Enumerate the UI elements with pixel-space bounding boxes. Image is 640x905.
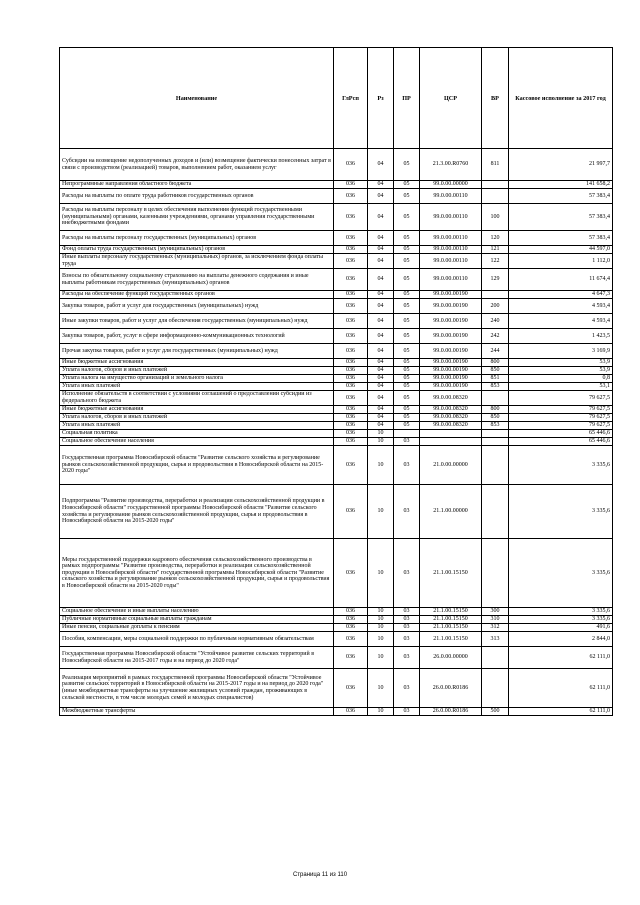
cell-rz: 10 (368, 647, 394, 669)
cell-vr (482, 485, 509, 539)
cell-name: Иные бюджетные ассигнования (60, 406, 334, 414)
cell-amount: 53,9 (509, 367, 613, 375)
cell-grbs: 036 (334, 359, 368, 367)
cell-vr (482, 446, 509, 485)
cell-name: Меры государственной поддержки кадрового обеспечения сельскохозяйственного производства в рамках подпрограммы "Развитие производства, переработки и реализации сельскохозяйственной продукции в Новосибирской области" государственной программы Новосибирской области "Развитие сельского хозяйства и регулирование рынков сельскохозяйственной продукции, сырья и продовольствия в Новосибирской области на 2015-2020 годы" (60, 539, 334, 608)
cell-csr: 99.0.00.00110 (420, 231, 482, 246)
cell-csr: 21.1.00.15150 (420, 616, 482, 624)
cell-vr: 120 (482, 231, 509, 246)
cell-name: Государственная программа Новосибирской области "Устойчивое развитие сельских территорий в Новосибирской области на 2015-2017 годы и на период до 2020 года" (60, 647, 334, 669)
cell-name: Уплата иных платежей (60, 422, 334, 430)
cell-grbs: 036 (334, 539, 368, 608)
cell-csr: 21.1.00.15150 (420, 539, 482, 608)
table-row (60, 414, 613, 422)
table-row (60, 647, 613, 669)
cell-csr: 99.0.00.00000 (420, 181, 482, 189)
cell-vr: 242 (482, 329, 509, 344)
cell-rz: 04 (368, 383, 394, 391)
cell-name: Расходы на выплаты персоналу в целях обеспечения выполнения функций государственными (муниципальными) органами, казенными учреждениями, органами управления государственными внебюджетными фондами (60, 204, 334, 231)
cell-amount: 21 997,7 (509, 149, 613, 181)
cell-grbs: 036 (334, 406, 368, 414)
cell-pr: 03 (394, 669, 420, 708)
cell-pr: 05 (394, 314, 420, 329)
cell-grbs: 036 (334, 246, 368, 254)
cell-pr: 05 (394, 181, 420, 189)
cell-grbs: 036 (334, 299, 368, 314)
cell-name: Иные выплаты персоналу государственных (муниципальных) органов, за исключением фонда оплаты труда (60, 254, 334, 269)
budget-table (59, 47, 613, 716)
table-row (60, 422, 613, 430)
cell-rz: 10 (368, 485, 394, 539)
header-vr: ВР (482, 48, 509, 149)
cell-amount: 3 335,6 (509, 446, 613, 485)
cell-amount: 44 597,0 (509, 246, 613, 254)
cell-csr: 99.0.00.00110 (420, 204, 482, 231)
cell-grbs: 036 (334, 291, 368, 299)
cell-name: Взносы по обязательному социальному страхованию на выплаты денежного содержания и иные выплаты работникам государственных (муниципальных) органов (60, 269, 334, 291)
table-row (60, 329, 613, 344)
table-row (60, 406, 613, 414)
cell-amount: 3 335,6 (509, 485, 613, 539)
table-row (60, 391, 613, 406)
cell-csr: 99.0.00.08320 (420, 422, 482, 430)
table-row (60, 430, 613, 438)
cell-amount: 62 111,0 (509, 647, 613, 669)
cell-csr: 26.0.00.R0186 (420, 669, 482, 708)
cell-amount: 62 111,0 (509, 669, 613, 708)
cell-vr: 312 (482, 624, 509, 632)
cell-pr: 05 (394, 291, 420, 299)
cell-pr: 05 (394, 254, 420, 269)
cell-amount: 65 446,6 (509, 430, 613, 438)
cell-amount: 491,6 (509, 624, 613, 632)
cell-rz: 04 (368, 375, 394, 383)
cell-grbs: 036 (334, 231, 368, 246)
cell-name: Иные бюджетные ассигнования (60, 359, 334, 367)
cell-rz: 04 (368, 391, 394, 406)
cell-rz: 10 (368, 624, 394, 632)
cell-name: Иные пенсии, социальные доплаты к пенсиям (60, 624, 334, 632)
table-row (60, 367, 613, 375)
cell-amount: 57 383,4 (509, 231, 613, 246)
cell-pr: 03 (394, 446, 420, 485)
budget-table-container (59, 47, 612, 716)
cell-grbs: 036 (334, 430, 368, 438)
cell-vr: 853 (482, 422, 509, 430)
cell-rz: 10 (368, 438, 394, 446)
cell-vr: 121 (482, 246, 509, 254)
table-row (60, 314, 613, 329)
cell-grbs: 036 (334, 647, 368, 669)
cell-vr (482, 391, 509, 406)
table-row (60, 181, 613, 189)
table-row (60, 485, 613, 539)
cell-vr: 800 (482, 406, 509, 414)
cell-vr: 122 (482, 254, 509, 269)
cell-pr: 05 (394, 375, 420, 383)
cell-vr: 500 (482, 708, 509, 716)
cell-pr: 05 (394, 231, 420, 246)
cell-grbs: 036 (334, 391, 368, 406)
cell-rz: 04 (368, 254, 394, 269)
cell-vr: 310 (482, 616, 509, 624)
table-header-row (60, 48, 613, 149)
cell-grbs: 036 (334, 149, 368, 181)
cell-name: Исполнение обязательств в соответствии с условиями соглашений о предоставлении субсидии из федерального бюджета (60, 391, 334, 406)
cell-csr: 21.1.00.15150 (420, 632, 482, 647)
cell-pr: 03 (394, 608, 420, 616)
cell-csr: 26.0.00.00000 (420, 647, 482, 669)
cell-csr (420, 438, 482, 446)
cell-csr: 99.0.00.00190 (420, 375, 482, 383)
table-row (60, 438, 613, 446)
cell-vr (482, 189, 509, 204)
cell-amount: 1 112,0 (509, 254, 613, 269)
cell-rz: 10 (368, 708, 394, 716)
cell-amount: 53,9 (509, 359, 613, 367)
cell-pr: 03 (394, 438, 420, 446)
table-row (60, 189, 613, 204)
cell-pr: 05 (394, 246, 420, 254)
header-rz: Рз (368, 48, 394, 149)
cell-csr: 21.1.00.15150 (420, 624, 482, 632)
cell-name: Межбюджетные трансферты (60, 708, 334, 716)
cell-name: Субсидии на возмещение недополученных доходов и (или) возмещение фактически понесенных затрат в связи с производством (реализацией) товаров, выполнением работ, оказанием услуг (60, 149, 334, 181)
cell-name: Государственная программа Новосибирской области "Развитие сельского хозяйства и регулирование рынков сельскохозяйственной продукции, сырья и продовольствия в Новосибирской области на 2015-2020 годы" (60, 446, 334, 485)
cell-csr: 21.3.00.R0760 (420, 149, 482, 181)
cell-csr: 99.0.00.08320 (420, 391, 482, 406)
table-row (60, 669, 613, 708)
cell-vr (482, 647, 509, 669)
cell-csr: 21.1.00.15150 (420, 608, 482, 616)
header-pr: ПР (394, 48, 420, 149)
cell-name: Уплата иных платежей (60, 383, 334, 391)
cell-amount: 57 383,4 (509, 204, 613, 231)
cell-pr: 03 (394, 539, 420, 608)
cell-rz: 04 (368, 422, 394, 430)
cell-rz: 04 (368, 291, 394, 299)
cell-grbs: 036 (334, 708, 368, 716)
table-row (60, 383, 613, 391)
cell-grbs: 036 (334, 438, 368, 446)
cell-pr: 05 (394, 189, 420, 204)
cell-amount: 4 593,4 (509, 299, 613, 314)
cell-grbs: 036 (334, 616, 368, 624)
cell-amount: 3 335,6 (509, 539, 613, 608)
cell-rz: 04 (368, 189, 394, 204)
cell-csr: 21.1.00.00000 (420, 485, 482, 539)
cell-grbs: 036 (334, 414, 368, 422)
cell-name: Прочая закупка товаров, работ и услуг для государственных (муниципальных) нужд (60, 344, 334, 359)
cell-pr: 03 (394, 624, 420, 632)
cell-vr (482, 430, 509, 438)
cell-grbs: 036 (334, 344, 368, 359)
cell-name: Реализация мероприятий в рамках государственной программы Новосибирской области "Устойчивое развитие сельских территорий в Новосибирской области на 2015-2017 годы и на период до 2020 года" (иные межбюджетные трансферты на улучшение жилищных условий граждан, проживающих в сельской местности, в том числе молодых семей и молодых специалистов) (60, 669, 334, 708)
table-body (60, 149, 613, 716)
cell-grbs: 036 (334, 669, 368, 708)
cell-pr: 05 (394, 269, 420, 291)
cell-csr: 99.0.00.00190 (420, 359, 482, 367)
cell-rz: 10 (368, 446, 394, 485)
cell-amount: 62 111,0 (509, 708, 613, 716)
cell-rz: 04 (368, 246, 394, 254)
cell-grbs: 036 (334, 485, 368, 539)
cell-rz: 04 (368, 299, 394, 314)
cell-grbs: 036 (334, 181, 368, 189)
cell-csr: 99.0.00.00190 (420, 367, 482, 375)
cell-vr: 851 (482, 375, 509, 383)
cell-pr: 05 (394, 299, 420, 314)
cell-rz: 04 (368, 359, 394, 367)
cell-rz: 10 (368, 608, 394, 616)
cell-csr: 99.0.00.08320 (420, 414, 482, 422)
cell-csr: 99.0.00.00190 (420, 299, 482, 314)
cell-amount: 4 647,3 (509, 291, 613, 299)
table-row (60, 291, 613, 299)
cell-pr: 03 (394, 708, 420, 716)
cell-csr: 26.0.00.R0186 (420, 708, 482, 716)
cell-name: Уплата налогов, сборов и иных платежей (60, 367, 334, 375)
cell-amount: 79 627,5 (509, 422, 613, 430)
page-footer: Страница 11 из 110 (292, 872, 348, 878)
cell-amount: 3 335,6 (509, 608, 613, 616)
cell-rz: 04 (368, 149, 394, 181)
cell-amount: 141 658,2 (509, 181, 613, 189)
cell-pr: 05 (394, 329, 420, 344)
cell-grbs: 036 (334, 422, 368, 430)
cell-rz: 04 (368, 231, 394, 246)
cell-rz: 10 (368, 632, 394, 647)
cell-vr: 800 (482, 359, 509, 367)
table-row (60, 344, 613, 359)
cell-rz: 04 (368, 204, 394, 231)
cell-vr (482, 181, 509, 189)
table-row (60, 359, 613, 367)
cell-grbs: 036 (334, 254, 368, 269)
cell-pr (394, 430, 420, 438)
cell-name: Расходы на обеспечение функций государственных органов (60, 291, 334, 299)
cell-name: Уплата налогов, сборов и иных платежей (60, 414, 334, 422)
cell-pr: 05 (394, 204, 420, 231)
table-row (60, 231, 613, 246)
cell-amount: 0,8 (509, 375, 613, 383)
cell-grbs: 036 (334, 314, 368, 329)
cell-pr: 05 (394, 149, 420, 181)
cell-amount: 79 627,5 (509, 406, 613, 414)
cell-csr: 99.0.00.00110 (420, 189, 482, 204)
cell-rz: 10 (368, 430, 394, 438)
cell-pr: 05 (394, 422, 420, 430)
cell-vr: 240 (482, 314, 509, 329)
cell-name: Закупка товаров, работ, услуг в сфере информационно-коммуникационных технологий (60, 329, 334, 344)
table-row (60, 608, 613, 616)
cell-rz: 04 (368, 367, 394, 375)
cell-grbs: 036 (334, 269, 368, 291)
cell-vr: 300 (482, 608, 509, 616)
cell-csr: 21.0.00.00000 (420, 446, 482, 485)
cell-vr: 811 (482, 149, 509, 181)
cell-name: Социальное обеспечение и иные выплаты населению (60, 608, 334, 616)
cell-rz: 10 (368, 539, 394, 608)
cell-csr: 99.0.00.00110 (420, 246, 482, 254)
cell-amount: 11 674,4 (509, 269, 613, 291)
cell-csr: 99.0.00.00190 (420, 383, 482, 391)
table-row (60, 254, 613, 269)
cell-name: Расходы на выплаты по оплате труда работников государственных органов (60, 189, 334, 204)
cell-pr: 05 (394, 406, 420, 414)
cell-pr: 05 (394, 367, 420, 375)
cell-name: Публичные нормативные социальные выплаты гражданам (60, 616, 334, 624)
cell-vr: 313 (482, 632, 509, 647)
cell-vr: 200 (482, 299, 509, 314)
cell-csr: 99.0.00.00110 (420, 254, 482, 269)
cell-amount: 79 627,5 (509, 391, 613, 406)
cell-vr (482, 438, 509, 446)
cell-rz: 10 (368, 616, 394, 624)
cell-amount: 4 593,4 (509, 314, 613, 329)
table-row (60, 299, 613, 314)
cell-grbs: 036 (334, 446, 368, 485)
cell-amount: 2 844,0 (509, 632, 613, 647)
cell-vr (482, 669, 509, 708)
cell-csr: 99.0.00.00190 (420, 314, 482, 329)
cell-grbs: 036 (334, 189, 368, 204)
cell-rz: 04 (368, 181, 394, 189)
cell-amount: 3 169,9 (509, 344, 613, 359)
cell-name: Пособия, компенсации, меры социальной поддержки по публичным нормативным обязательствам (60, 632, 334, 647)
cell-name: Подпрограмма "Развитие производства, переработки и реализации сельскохозяйственной продукции в Новосибирской области" государственной программы Новосибирской области "Развитие сельского хозяйства и регулирование рынков сельскохозяйственной продукции, сырья и продовольствия в Новосибирской области на 2015-2020 годы" (60, 485, 334, 539)
header-name: Наименование (60, 48, 334, 149)
cell-pr: 05 (394, 391, 420, 406)
cell-csr: 99.0.00.00190 (420, 329, 482, 344)
cell-name: Закупка товаров, работ и услуг для государственных (муниципальных) нужд (60, 299, 334, 314)
cell-amount: 79 627,5 (509, 414, 613, 422)
table-row (60, 446, 613, 485)
table-row (60, 632, 613, 647)
cell-amount: 3 335,6 (509, 616, 613, 624)
table-row (60, 204, 613, 231)
table-row (60, 539, 613, 608)
cell-vr: 244 (482, 344, 509, 359)
cell-amount: 1 423,5 (509, 329, 613, 344)
cell-csr (420, 430, 482, 438)
header-csr: ЦСР (420, 48, 482, 149)
cell-pr: 05 (394, 359, 420, 367)
cell-csr: 99.0.00.00190 (420, 291, 482, 299)
table-row (60, 375, 613, 383)
table-row (60, 246, 613, 254)
cell-amount: 65 446,6 (509, 438, 613, 446)
cell-rz: 04 (368, 406, 394, 414)
cell-vr: 100 (482, 204, 509, 231)
cell-name: Расходы на выплаты персоналу государственных (муниципальных) органов (60, 231, 334, 246)
cell-name: Непрограммные направления областного бюджета (60, 181, 334, 189)
table-row (60, 708, 613, 716)
cell-rz: 04 (368, 344, 394, 359)
cell-grbs: 036 (334, 383, 368, 391)
table-row (60, 624, 613, 632)
cell-rz: 04 (368, 269, 394, 291)
table-row (60, 269, 613, 291)
header-grbs: ГлРсп (334, 48, 368, 149)
cell-name: Социальное обеспечение населения (60, 438, 334, 446)
cell-pr: 03 (394, 632, 420, 647)
cell-grbs: 036 (334, 329, 368, 344)
cell-pr: 05 (394, 383, 420, 391)
cell-vr (482, 539, 509, 608)
cell-csr: 99.0.00.08320 (420, 406, 482, 414)
cell-grbs: 036 (334, 608, 368, 616)
cell-grbs: 036 (334, 375, 368, 383)
cell-pr: 03 (394, 616, 420, 624)
cell-rz: 04 (368, 414, 394, 422)
cell-amount: 53,1 (509, 383, 613, 391)
cell-vr: 853 (482, 383, 509, 391)
cell-vr: 850 (482, 367, 509, 375)
cell-rz: 04 (368, 314, 394, 329)
cell-vr (482, 291, 509, 299)
cell-vr: 850 (482, 414, 509, 422)
cell-pr: 05 (394, 414, 420, 422)
cell-name: Социальная политика (60, 430, 334, 438)
cell-rz: 04 (368, 329, 394, 344)
cell-name: Уплата налога на имущество организаций и земельного налога (60, 375, 334, 383)
cell-vr: 129 (482, 269, 509, 291)
table-row (60, 149, 613, 181)
cell-pr: 03 (394, 647, 420, 669)
cell-grbs: 036 (334, 367, 368, 375)
cell-csr: 99.0.00.00190 (420, 344, 482, 359)
header-amount: Кассовое исполнение за 2017 год (509, 48, 613, 149)
cell-pr: 03 (394, 485, 420, 539)
cell-pr: 05 (394, 344, 420, 359)
table-row (60, 616, 613, 624)
cell-grbs: 036 (334, 632, 368, 647)
cell-amount: 57 383,4 (509, 189, 613, 204)
cell-grbs: 036 (334, 624, 368, 632)
cell-name: Фонд оплаты труда государственных (муниципальных) органов (60, 246, 334, 254)
cell-name: Иные закупки товаров, работ и услуг для обеспечения государственных (муниципальных) нужд (60, 314, 334, 329)
cell-csr: 99.0.00.00110 (420, 269, 482, 291)
cell-rz: 10 (368, 669, 394, 708)
cell-grbs: 036 (334, 204, 368, 231)
